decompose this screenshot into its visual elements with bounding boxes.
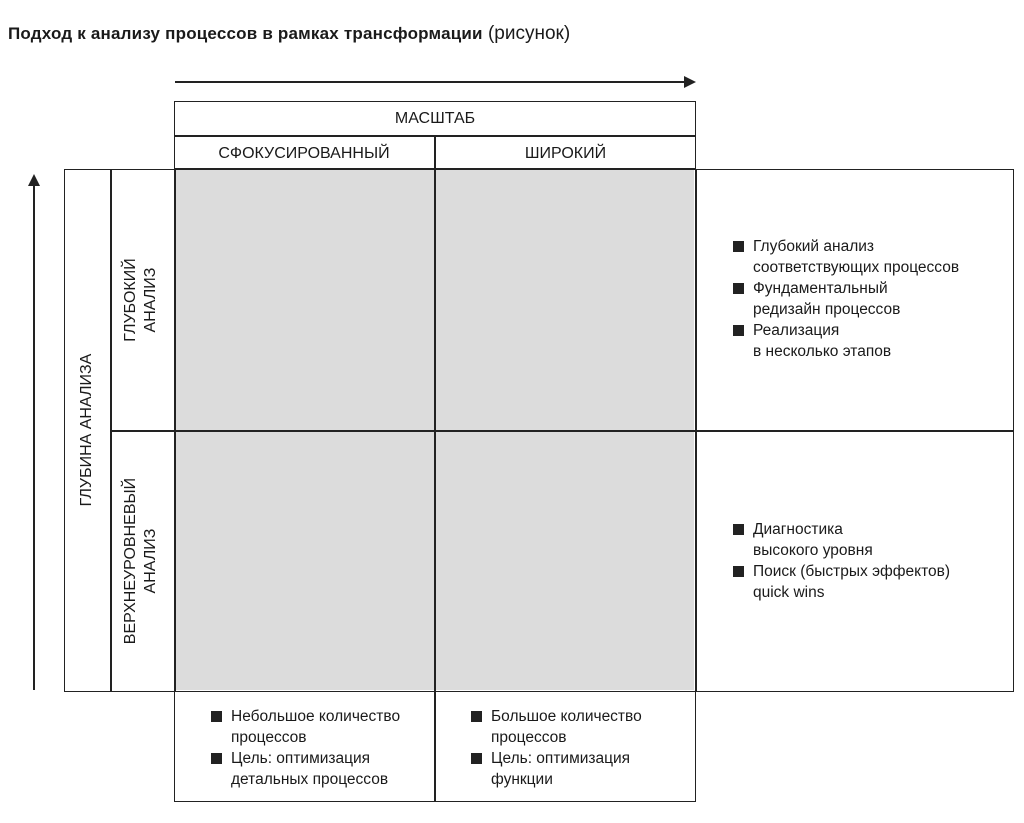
scale-label: МАСШТАБ: [394, 110, 476, 127]
list-item: Цель: оптимизация функции: [471, 748, 642, 790]
bottom-col-divider: [434, 691, 436, 802]
figure-title-bold: Подход к анализу процессов в рамках трансформации: [8, 24, 483, 43]
list-item: Цель: оптимизация детальных процессов: [211, 748, 400, 790]
wide-label: ШИРОКИЙ: [524, 145, 607, 162]
depth-axis-label: ГЛУБИНА АНАЛИЗА: [78, 353, 95, 507]
list-item: Небольшое количество процессов: [211, 706, 400, 748]
list-item: Реализация в несколько этапов: [733, 320, 959, 362]
list-item: Диагностика высокого уровня: [733, 519, 950, 561]
list-item: Большое количество процессов: [471, 706, 642, 748]
scale-arrow-head: [684, 76, 696, 88]
focused-list: [211, 706, 400, 790]
middle-row-divider: [110, 430, 1014, 432]
deep-analysis-list: [733, 236, 959, 362]
list-item: Глубокий анализ соответствующих процессов: [733, 236, 959, 278]
figure-title-suffix: (рисунок): [487, 23, 571, 44]
focused-label: СФОКУСИРОВАННЫЙ: [218, 145, 390, 162]
depth-arrow-head: [28, 174, 40, 186]
wide-list: [471, 706, 642, 790]
top-level-line1: ВЕРХНЕУРОВНЕВЫЙ: [122, 477, 139, 645]
top-level-line2: АНАЛИЗ: [142, 528, 159, 594]
top-level-analysis-label: [121, 461, 161, 661]
deep-analysis-line1: ГЛУБОКИЙ: [122, 258, 139, 342]
top-level-analysis-list: [733, 519, 950, 603]
list-item: Фундаментальный редизайн процессов: [733, 278, 959, 320]
deep-analysis-label: [121, 200, 161, 400]
list-item: Поиск (быстрых эффектов) quick wins: [733, 561, 950, 603]
deep-analysis-line2: АНАЛИЗ: [142, 267, 159, 333]
